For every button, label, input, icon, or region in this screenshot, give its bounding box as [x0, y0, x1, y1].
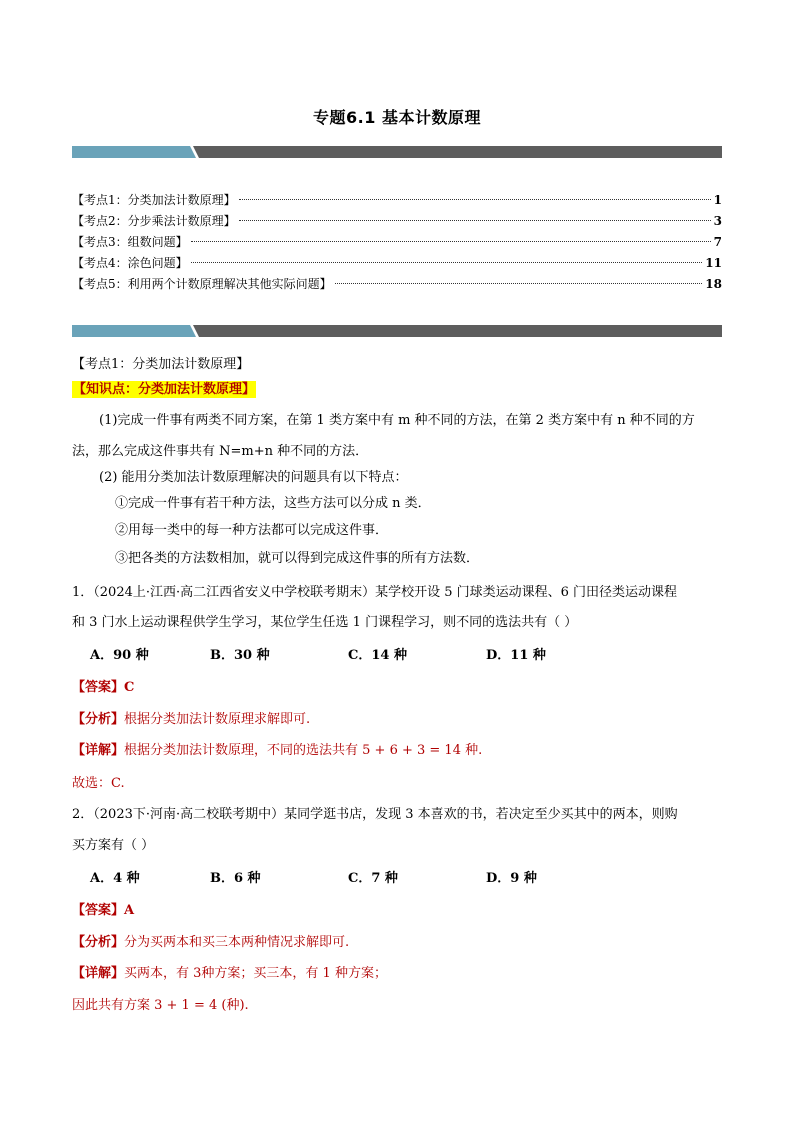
detail-text: 根据分类加法计数原理，不同的选法共有 5 + 6 + 3 = 14 种.: [124, 743, 483, 758]
toc-entry[interactable]: [72, 232, 722, 253]
paragraph-line: (2) 能用分类加法计数原理解决的问题具有以下特点：: [99, 470, 408, 485]
table-of-contents: [72, 190, 722, 295]
toc-leader-dots: [191, 241, 711, 242]
toc-leader-dots: [335, 283, 703, 284]
toc-page-number: 18: [705, 277, 722, 291]
toc-page-number: 1: [713, 193, 722, 207]
paragraph-line: 法，那么完成这件事共有 N=m+n 种不同的方法．: [72, 444, 369, 459]
toc-entry[interactable]: [72, 211, 722, 232]
toc-leader-dots: [239, 220, 711, 221]
header-divider-bar: [72, 146, 722, 158]
analysis-row: [72, 933, 722, 953]
paragraph-line: (1)完成一件事有两类不同方案，在第 1 类方案中有 m 种不同的方法，在第 2 类方案中有 n 种不同的方: [99, 413, 695, 428]
option-d[interactable]: D．11 种: [486, 648, 546, 663]
detail-label: 【详解】: [72, 966, 125, 981]
section-divider-bar: [72, 325, 722, 337]
detail-row: [72, 964, 722, 984]
option-a[interactable]: A．4 种: [90, 871, 140, 886]
knowledge-point-row: [72, 380, 722, 400]
toc-page-number: 11: [705, 256, 722, 270]
option-d[interactable]: D．9 种: [486, 871, 537, 886]
list-item: ②用每一类中的每一种方法都可以完成这件事．: [115, 523, 389, 538]
answer-value: C: [124, 680, 135, 695]
detail-row: [72, 741, 722, 761]
toc-entry-label: 【考点4：涂色问题】: [72, 256, 188, 270]
question-stem: 2．（2023下·河南·高二校联考期中）某同学逛书店，发现 3 本喜欢的书，若决定至少买其中的两本，则购: [72, 807, 678, 822]
analysis-label: 【分析】: [72, 935, 125, 950]
section-heading: 【考点1：分类加法计数原理】: [72, 357, 250, 372]
toc-entry-label: 【考点1：分类加法计数原理】: [72, 193, 236, 207]
list-item: ①完成一件事有若干种方法，这些方法可以分成 n 类．: [115, 496, 431, 511]
question-stem: 买方案有（ ）: [72, 838, 155, 853]
knowledge-point-label: 【知识点：分类加法计数原理】: [73, 382, 256, 397]
answer-value: A: [124, 903, 135, 918]
option-b[interactable]: B．6 种: [210, 871, 261, 886]
toc-entry[interactable]: [72, 253, 722, 274]
page-title: 专题6.1 基本计数原理: [313, 108, 481, 127]
conclusion: 因此共有方案 3 + 1 = 4 (种).: [72, 998, 249, 1013]
toc-entry[interactable]: [72, 190, 722, 211]
detail-text: 买两本，有 3种方案；买三本，有 1 种方案；: [124, 966, 387, 981]
toc-leader-dots: [191, 262, 703, 263]
detail-label: 【详解】: [72, 743, 125, 758]
answer-row: [72, 901, 722, 921]
toc-page-number: 7: [713, 235, 722, 249]
list-item: ③把各类的方法数相加，就可以得到完成这件事的所有方法数．: [115, 551, 480, 566]
analysis-row: [72, 710, 722, 730]
question-stem: 1．（2024上·江西·高二江西省安义中学校联考期末）某学校开设 5 门球类运动课程、6 门田径类运动课程: [72, 585, 678, 600]
toc-entry[interactable]: [72, 274, 722, 295]
option-a[interactable]: A．90 种: [90, 648, 149, 663]
answer-label: 【答案】: [72, 680, 125, 695]
analysis-text: 根据分类加法计数原理求解即可.: [124, 712, 311, 727]
option-c[interactable]: C．14 种: [348, 648, 407, 663]
toc-leader-dots: [239, 199, 711, 200]
option-b[interactable]: B．30 种: [210, 648, 270, 663]
answer-row: [72, 678, 722, 698]
question-stem: 和 3 门水上运动课程供学生学习，某位学生任选 1 门课程学习，则不同的选法共有（ ）: [72, 615, 578, 630]
toc-entry-label: 【考点2：分步乘法计数原理】: [72, 214, 236, 228]
analysis-label: 【分析】: [72, 712, 125, 727]
answer-label: 【答案】: [72, 903, 125, 918]
option-c[interactable]: C．7 种: [348, 871, 398, 886]
analysis-text: 分为买两本和买三本两种情况求解即可.: [124, 935, 350, 950]
conclusion: 故选：C.: [72, 776, 125, 791]
toc-entry-label: 【考点5：利用两个计数原理解决其他实际问题】: [72, 277, 332, 291]
toc-page-number: 3: [713, 214, 722, 228]
toc-entry-label: 【考点3：组数问题】: [72, 235, 188, 249]
